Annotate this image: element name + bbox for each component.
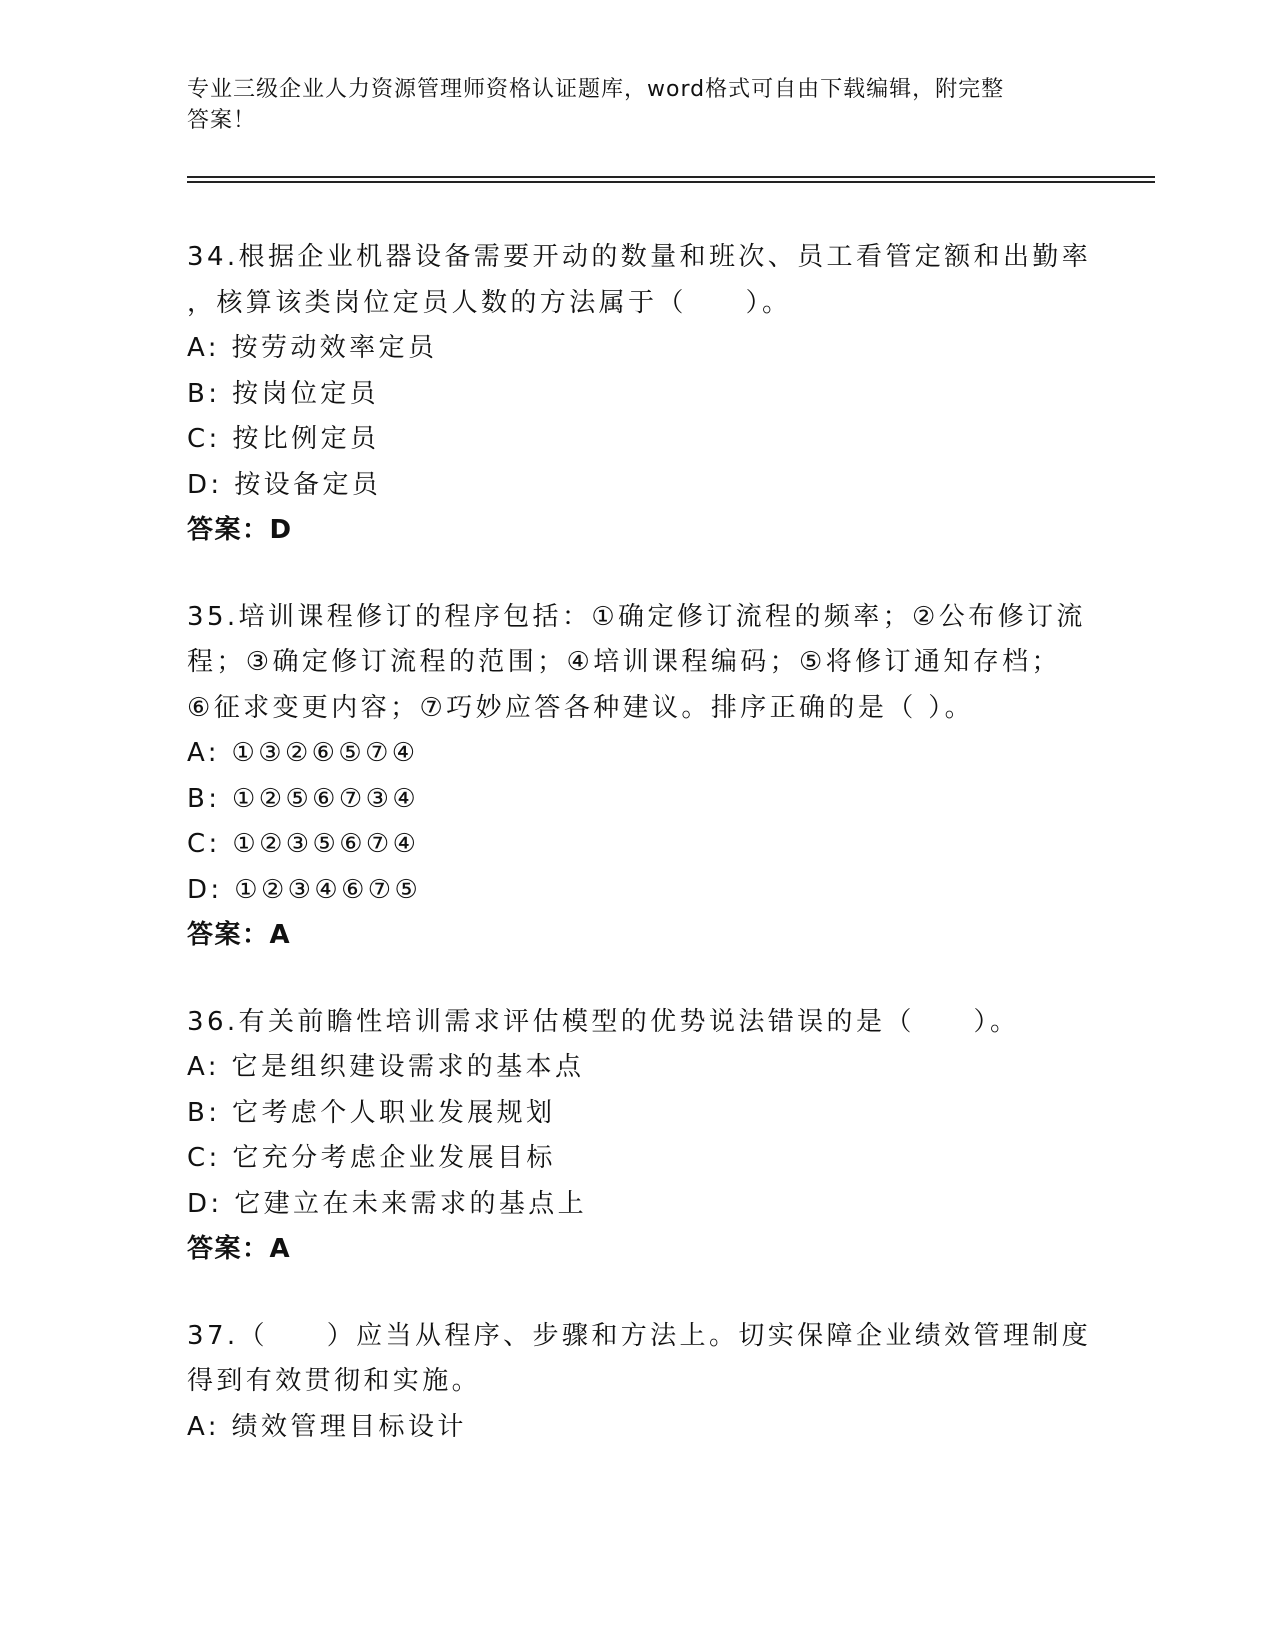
question-36 [187,1000,1087,1273]
question-stem-line: ⑥征求变更内容；⑦巧妙应答各种建议。排序正确的是（ ）。 [187,692,975,723]
question-list [187,235,1092,1491]
question-stem-line: 34.根据企业机器设备需要开动的数量和班次、员工看管定额和出勤率 [187,242,1092,272]
question-stem-line: ，核算该类岗位定员人数的方法属于（ ）。 [187,287,792,318]
question-35 [187,595,1087,959]
header-line-1: 专业三级企业人力资源管理师资格认证题库，word格式可自由下载编辑，附完整 [187,77,1005,102]
option-b: B: 按岗位定员 [187,378,380,409]
question-stem-line: 35.培训课程修订的程序包括：①确定修订流程的频率；②公布修订流 [187,601,1086,632]
option-b: B: ①②⑤⑥⑦③④ [187,783,420,814]
header-divider-top [187,176,1155,178]
question-stem-line: 程；③确定修订流程的范围；④培训课程编码；⑤将修订通知存档； [187,647,1061,677]
question-stem-line: 37.（ ）应当从程序、步骤和方法上。切实保障企业绩效管理制度 [187,1320,1092,1351]
document-header [187,74,1067,136]
option-c: C: ①②③⑤⑥⑦④ [187,829,420,859]
option-a: A: ①③②⑥⑤⑦④ [187,738,419,768]
option-d: D: 按设备定员 [187,469,382,500]
answer-line: 答案：A [187,920,292,950]
option-d: D: 它建立在未来需求的基点上 [187,1188,588,1219]
question-stem-line: 得到有效贯彻和实施。 [187,1366,482,1396]
header-line-2: 答案！ [187,108,257,133]
option-a: A: 绩效管理目标设计 [187,1411,467,1442]
question-stem-line: 36.有关前瞻性培训需求评估模型的优势说法错误的是（ ）。 [187,1006,1020,1037]
question-34 [187,235,1092,554]
header-divider-bottom [187,181,1155,183]
option-c: C: 它充分考虑企业发展目标 [187,1143,556,1173]
option-a: A: 它是组织建设需求的基本点 [187,1052,585,1082]
answer-line: 答案：A [187,1234,292,1264]
answer-line: 答案：D [187,515,293,545]
option-c: C: 按比例定员 [187,424,380,454]
question-37 [187,1314,1092,1451]
option-b: B: 它考虑个人职业发展规划 [187,1097,556,1128]
option-d: D: ①②③④⑥⑦⑤ [187,874,422,905]
option-a: A: 按劳动效率定员 [187,333,438,363]
